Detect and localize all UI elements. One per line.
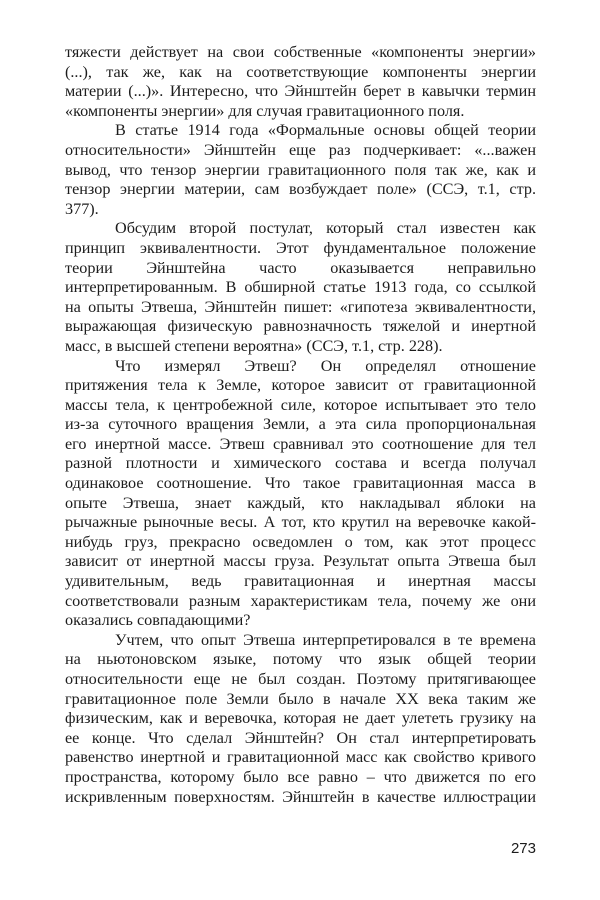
text-line: гравитационное поле Земли было в начале XX века таким же [65, 689, 536, 708]
text-line: массы тела, к центробежной силе, которое испытывает это тело [65, 395, 536, 414]
text-line: ее конце. Что сделал Эйнштейн? Он стал интерпретировать [65, 728, 536, 747]
text-line: 377). [65, 199, 99, 218]
text-line: из-за суточного вращения Земли, а эта сила пропорциональная [65, 415, 536, 434]
text-line: интерпретированным. В обширной статье 1913 года, со ссылкой [65, 278, 536, 297]
text-line: В статье 1914 года «Формальные основы общей теории [115, 121, 536, 140]
text-line: одинаковое соотношение. Что такое гравитационная масса в [65, 474, 536, 493]
text-line: масс, в высшей степени вероятна» (ССЭ, т.1, стр. 228). [65, 336, 443, 355]
text-line: притяжения тела к Земле, которое зависит от гравитационной [65, 376, 536, 395]
text-line: выражающая физическую равнозначность тяжелой и инертной [65, 317, 536, 336]
page-body [65, 43, 536, 807]
text-line: относительности еще не был создан. Поэтому притягивающее [65, 670, 536, 688]
text-line: Учтем, что опыт Этвеша интерпретировался в те времена [115, 630, 536, 649]
text-line: нибудь груз, прекрасно осведомлен о том, как этот процесс [65, 532, 536, 551]
text-line: вывод, что тензор энергии гравитационного поля так же, как и [65, 160, 536, 179]
text-line: тензор энергии материи, сам возбуждает поле» (ССЭ, т.1, стр. [65, 180, 536, 199]
paragraph [65, 121, 536, 219]
text-line: его инертной массе. Этвеш сравнивал это соотношение для тел [65, 434, 536, 453]
text-line: соответствовали разным характеристикам тела, почему же они [65, 591, 536, 610]
text-line: (...), так же, как на соответствующие компоненты энергии [65, 62, 536, 81]
text-line: искривленным поверхностям. Эйнштейн в качестве иллюстрации [65, 787, 536, 806]
text-line: рычажные рыночные весы. А тот, кто крутил на веревочке какой- [65, 513, 536, 532]
text-line: опыте Этвеша, знает каждый, кто накладывал яблоки на [65, 493, 536, 512]
text-line: принцип эквивалентности. Этот фундаментальное положение [65, 238, 536, 257]
paragraph [65, 219, 536, 356]
text-line: разной плотности и химического состава и всегда получал [65, 454, 536, 473]
text-line: равенство инертной и гравитационной масс как свойство кривого [65, 748, 536, 767]
text-line: Обсудим второй постулат, который стал известен как [115, 219, 536, 238]
text-line: зависит от инертной массы груза. Результат опыта Этвеша был [65, 552, 536, 571]
paragraph [65, 43, 536, 121]
text-line: «компоненты энергии» для случая гравитационного поля. [65, 101, 465, 120]
text-line: удивительным, ведь гравитационная и инертная массы [65, 572, 536, 591]
text-line: на опыты Этвеша, Эйнштейн пишет: «гипотеза эквивалентности, [65, 297, 536, 316]
text-line: на ньютоновском языке, потому что язык общей теории [65, 650, 536, 669]
text-line: относительности» Эйнштейн еще раз подчеркивает: «...важен [65, 140, 536, 159]
text-line: пространства, которому было все равно – что движется по его [65, 767, 536, 786]
text-line: Что измерял Этвеш? Он определял отношение [115, 356, 536, 375]
text-line: физическим, как и веревочка, которая не дает улететь грузику на [65, 709, 536, 728]
text-line: тяжести действует на свои собственные «компоненты энергии» [65, 43, 536, 61]
text-line: материи (...)». Интересно, что Эйнштейн берет в кавычки термин [65, 82, 536, 101]
text-line: теории Эйнштейна часто оказывается неправильно [65, 258, 536, 277]
paragraph [65, 631, 536, 807]
page-number: 273 [510, 840, 536, 857]
paragraph [65, 357, 536, 631]
text-line: оказались совпадающими? [65, 611, 251, 630]
